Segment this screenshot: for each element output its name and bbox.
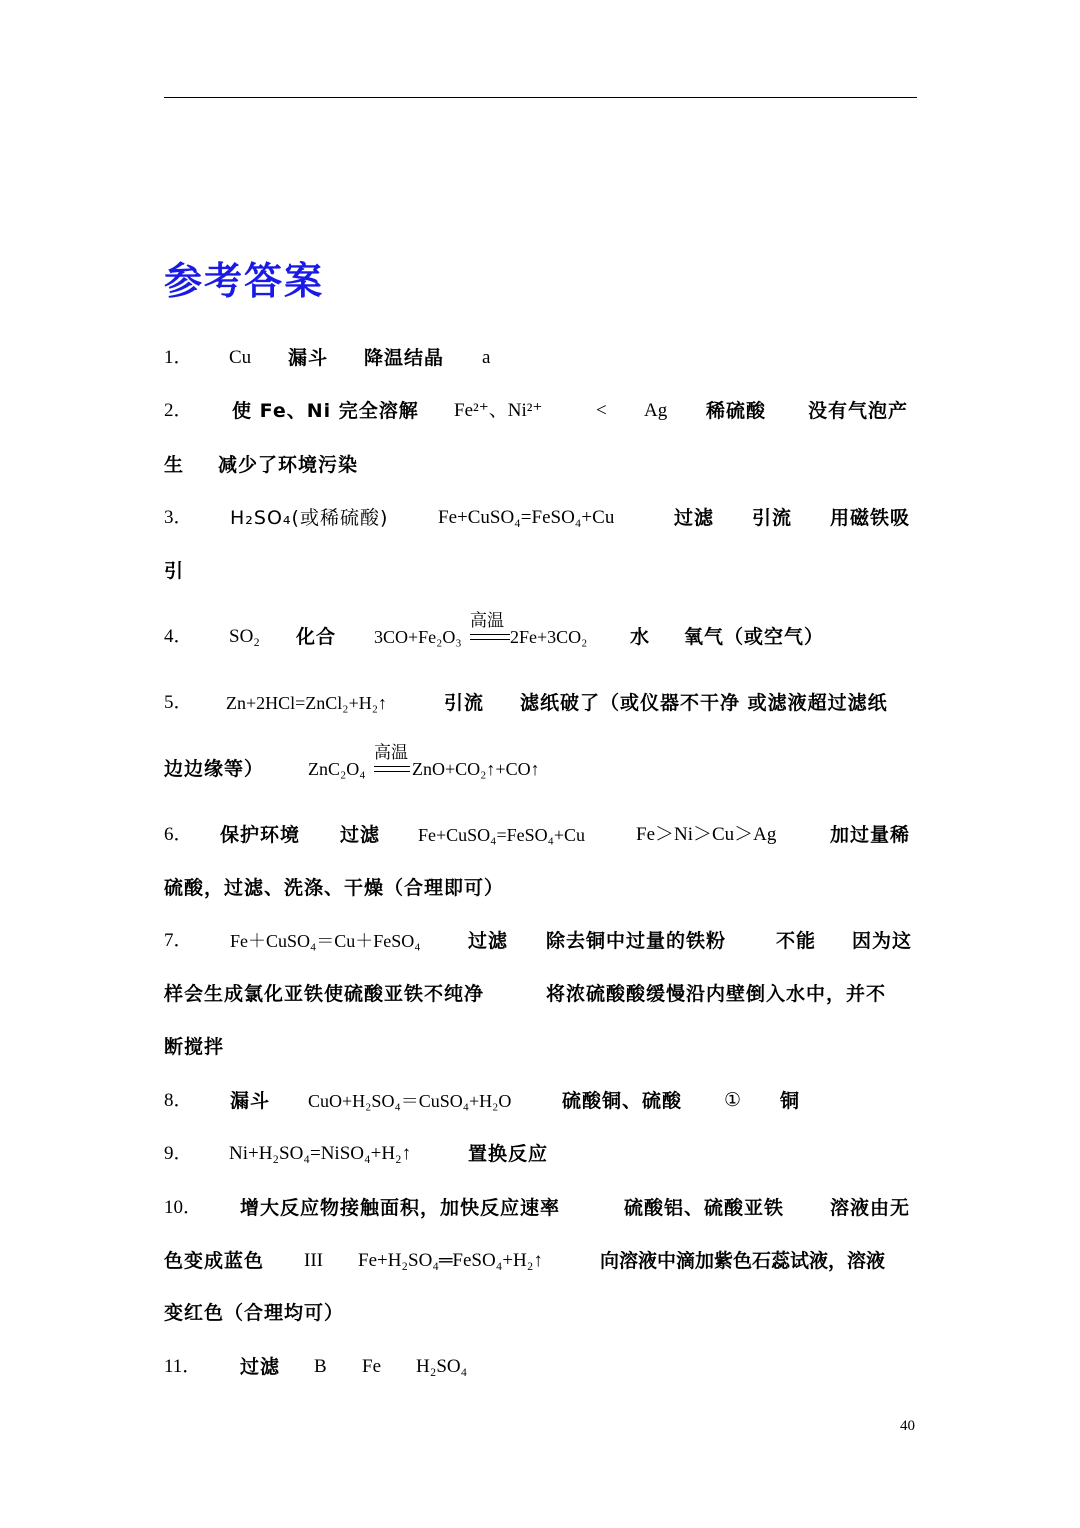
- answer-text: 硫酸铜、硫酸: [562, 1090, 683, 1112]
- answer-number: 7．: [164, 930, 193, 951]
- answer-text: 因为这: [852, 930, 913, 952]
- answer-10-cont: [164, 1241, 917, 1281]
- answer-7-cont: [164, 974, 917, 1014]
- answer-text: Fe: [362, 1356, 381, 1377]
- reaction-condition: [374, 743, 410, 789]
- answer-text: SO₂: [229, 626, 260, 647]
- answer-text: Fe²⁺、Ni²⁺: [454, 400, 543, 421]
- answer-1: [164, 338, 917, 378]
- answer-text: Fe＞Ni＞Cu＞Ag: [636, 824, 777, 845]
- answer-text: H₂SO₄(或稀硫酸): [230, 507, 389, 529]
- answer-text: 保护环境: [220, 824, 301, 846]
- equation-left: 3CO+Fe₂O₃: [374, 627, 462, 647]
- answer-number: 11．: [164, 1356, 202, 1377]
- answer-text: 变红色（合理均可）: [164, 1302, 345, 1324]
- answer-text: CuO+H₂SO₄＝CuSO₄+H₂O: [308, 1091, 512, 1111]
- answer-text: 漏斗: [230, 1090, 271, 1112]
- answer-text: 漏斗: [288, 347, 329, 369]
- answer-text: 增大反应物接触面积，加快反应速率: [240, 1197, 561, 1219]
- answer-text: III: [304, 1250, 323, 1271]
- equation-left: ZnC₂O₄: [308, 759, 366, 779]
- answer-text: H₂SO₄: [416, 1356, 468, 1377]
- answer-text: B: [314, 1356, 327, 1377]
- page-title: 参考答案: [164, 258, 325, 303]
- answer-8: [164, 1081, 917, 1121]
- answer-7: [164, 921, 917, 961]
- answer-text: Ag: [644, 400, 668, 421]
- reaction-condition: [470, 611, 510, 657]
- answer-9: [164, 1134, 917, 1174]
- answer-text: ①: [724, 1090, 742, 1111]
- answer-text: 化合: [296, 626, 337, 648]
- answer-text: 引流: [752, 507, 793, 529]
- answer-3: [164, 498, 917, 538]
- equation-right: 2Fe+3CO₂: [510, 627, 588, 647]
- answer-text: 铜: [780, 1090, 801, 1112]
- answer-number: 2．: [164, 400, 193, 421]
- answer-text: 样会生成氯化亚铁使硫酸亚铁不纯净: [164, 983, 485, 1005]
- answer-text: Zn+2HCl=ZnCl₂+H₂↑: [226, 693, 388, 713]
- answer-text: 引: [164, 560, 185, 582]
- answer-text: Fe＋CuSO₄＝Cu＋FeSO₄: [230, 931, 421, 951]
- answer-7-cont2: [164, 1027, 917, 1067]
- page-number: 40: [900, 1418, 915, 1434]
- answer-text: Ni+H₂SO₄=NiSO₄+H₂↑: [229, 1143, 412, 1164]
- answer-text: 没有气泡产: [808, 400, 909, 422]
- answer-text: 置换反应: [468, 1143, 549, 1165]
- answer-5-cont: [164, 743, 917, 789]
- answer-3-cont: [164, 551, 917, 591]
- answer-text: 边边缘等）: [164, 758, 265, 780]
- answer-text: 不能: [776, 930, 817, 952]
- answer-text: 加过量稀: [830, 824, 911, 846]
- equals-bar: [470, 634, 510, 640]
- answer-text: 生: [164, 454, 185, 476]
- answer-text: Fe+H₂SO₄═FeSO₄+H₂↑: [358, 1250, 543, 1271]
- answer-number: 9．: [164, 1143, 193, 1164]
- answer-text: 硫酸，过滤、洗涤、干燥（合理即可）: [164, 877, 505, 899]
- answer-text: Fe+CuSO₄=FeSO₄+Cu: [438, 507, 615, 528]
- header-rule: [164, 97, 917, 98]
- answer-number: 10．: [164, 1197, 203, 1218]
- answer-text: 断搅拌: [164, 1036, 225, 1058]
- answer-10-cont2: [164, 1293, 917, 1333]
- answer-text: 过滤: [674, 507, 715, 529]
- answer-text: 溶液由无: [830, 1197, 911, 1219]
- condition-label: 高温: [470, 611, 504, 631]
- answer-text: 氧气（或空气）: [684, 626, 825, 648]
- answer-4: [164, 611, 917, 657]
- answer-6: [164, 815, 917, 855]
- answer-2-cont: [164, 445, 917, 485]
- answer-text: 色变成蓝色: [164, 1250, 265, 1272]
- answer-text: 用磁铁吸: [830, 507, 911, 529]
- answer-text: 稀硫酸: [706, 400, 767, 422]
- answer-text: 水: [630, 626, 651, 648]
- answer-text: 过滤: [468, 930, 509, 952]
- answer-text: 降温结晶: [364, 347, 445, 369]
- answer-5: [164, 683, 917, 723]
- answer-text: 过滤: [240, 1356, 281, 1378]
- answer-text: 将浓硫酸酸缓慢沿内壁倒入水中，并不: [546, 983, 887, 1005]
- answer-11: [164, 1347, 917, 1387]
- answer-number: 6．: [164, 824, 193, 845]
- answer-text: Fe+CuSO₄=FeSO₄+Cu: [418, 825, 586, 845]
- answer-2: [164, 391, 917, 431]
- answer-number: 4．: [164, 626, 193, 647]
- answer-6-cont: [164, 868, 917, 908]
- answer-text: 滤纸破了（或仪器不干净 或滤液超过滤纸: [520, 692, 888, 714]
- answer-number: 1．: [164, 347, 193, 368]
- answer-text: 引流: [444, 692, 485, 714]
- equation-right: ZnO+CO₂↑+CO↑: [412, 759, 540, 779]
- answer-number: 5．: [164, 692, 193, 713]
- answer-text: 减少了环境污染: [218, 454, 359, 476]
- answer-text: 过滤: [340, 824, 381, 846]
- answer-text: 硫酸铝、硫酸亚铁: [624, 1197, 785, 1219]
- answer-text: 除去铜中过量的铁粉: [546, 930, 727, 952]
- answer-text: Cu: [229, 347, 252, 368]
- answer-text: <: [596, 400, 607, 421]
- condition-label: 高温: [374, 743, 408, 763]
- answer-number: 8．: [164, 1090, 193, 1111]
- answer-text: a: [482, 347, 491, 368]
- answer-number: 3．: [164, 507, 193, 528]
- equals-bar: [374, 766, 410, 772]
- answer-text: 向溶液中滴加紫色石蕊试液，溶液: [600, 1250, 886, 1272]
- answer-text: 使 Fe、Ni 完全溶解: [232, 400, 419, 422]
- answer-10: [164, 1188, 917, 1228]
